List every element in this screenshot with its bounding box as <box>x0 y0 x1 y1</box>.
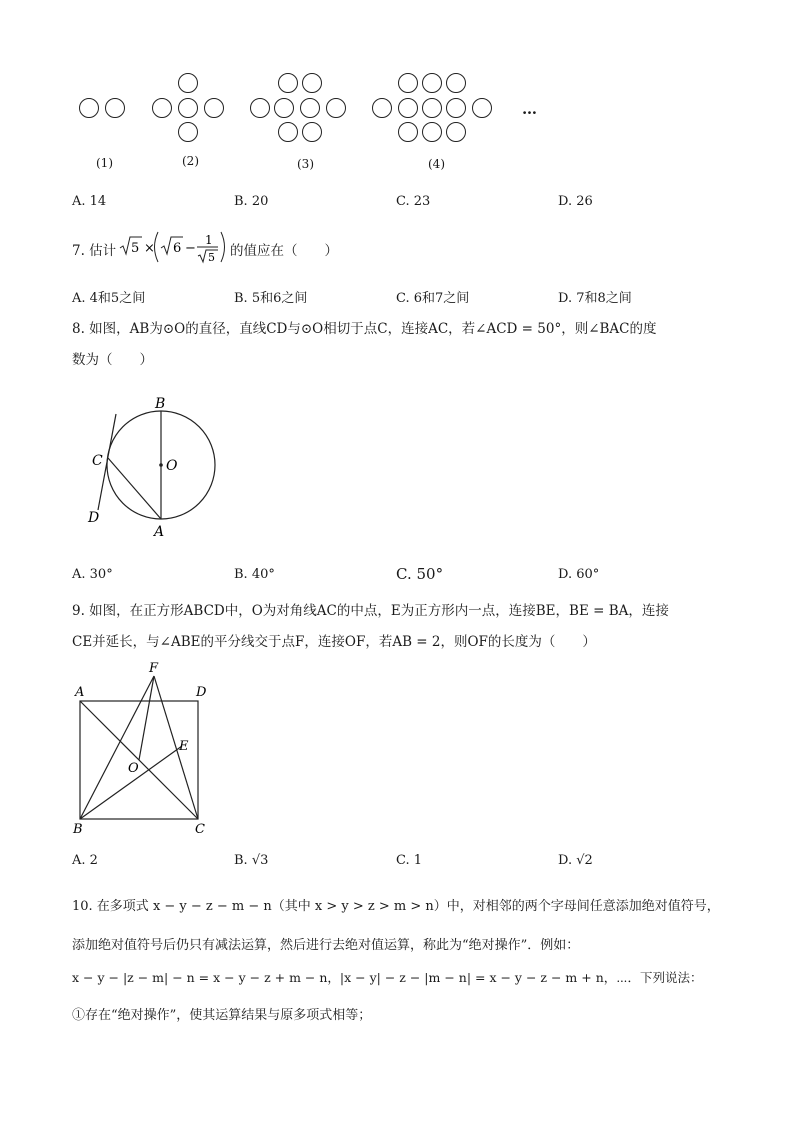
q8-label-c: C <box>92 453 103 469</box>
q7-expression <box>118 230 228 264</box>
q7-option-a: A. 4和5之间 <box>72 291 146 306</box>
circle-pattern-figure <box>70 66 570 146</box>
q9-square-figure <box>70 656 220 841</box>
q10-stem-line4: ①存在“绝对操作”，使其运算结果与原多项式相等； <box>72 1008 372 1023</box>
pattern-label-1: (1) <box>96 156 113 170</box>
pattern-label-2: (2) <box>182 154 199 168</box>
q8-label-b: B <box>155 396 166 412</box>
q10-stem-line2: 添加绝对值符号后仍只有减法运算，然后进行去绝对值运算，称此为“绝对操作”．例如： <box>72 938 580 953</box>
q7-option-b: B. 5和6之间 <box>234 291 308 306</box>
pattern-label-4: (4) <box>428 157 445 171</box>
q8-circle-figure <box>80 392 230 542</box>
q6-option-a: A. 14 <box>72 194 107 209</box>
q9-label-a: A <box>75 685 85 700</box>
q8-option-b: B. 40° <box>234 567 275 582</box>
q6-option-b: B. 20 <box>234 194 269 209</box>
q8-label-d: D <box>88 510 100 526</box>
q7-sqrt6: 6 <box>173 241 182 256</box>
q10-stem-line3: x − y − |z − m| − n = x − y − z + m − n，|x − y| − z − |m − n| = x − y − z − m + n，⋯．下列说法： <box>72 970 703 985</box>
q7-suffix: 的值应在（ ） <box>230 243 338 259</box>
q9-option-a: A. 2 <box>72 853 98 868</box>
q7-times: × <box>144 241 155 256</box>
q8-label-a: A <box>154 524 165 540</box>
q8-stem-line1: 8. 如图，AB为⊙O的直径，直线CD与⊙O相切于点C，连接AC，若∠ACD = 50°，则∠BAC的度 <box>72 321 657 337</box>
q7-option-d: D. 7和8之间 <box>558 291 632 306</box>
q8-option-c: C. 50° <box>396 565 444 583</box>
q9-label-f: F <box>149 661 159 676</box>
q9-label-e: E <box>179 739 189 754</box>
pattern-label-3: (3) <box>297 157 314 171</box>
q9-option-d: D. √2 <box>558 853 593 868</box>
q7-minus: − <box>185 241 196 256</box>
q7-option-c: C. 6和7之间 <box>396 291 470 306</box>
q6-option-c: C. 23 <box>396 194 431 209</box>
q9-stem-line2: CE并延长，与∠ABE的平分线交于点F，连接OF，若AB = 2，则OF的长度为（ ） <box>72 634 596 650</box>
q9-label-d: D <box>196 685 207 700</box>
q8-option-d: D. 60° <box>558 567 600 582</box>
q7-frac-den: 5 <box>208 251 215 264</box>
q9-stem-line1: 9. 如图，在正方形ABCD中，O为对角线AC的中点，E为正方形内一点，连接BE，BE = BA，连接 <box>72 603 669 619</box>
q7-sqrt5: 5 <box>131 241 140 256</box>
q6-option-d: D. 26 <box>558 194 593 209</box>
q9-option-c: C. 1 <box>396 853 423 868</box>
q10-stem-line1: 10. 在多项式 x − y − z − m − n（其中 x > y > z > m > n）中，对相邻的两个字母间任意添加绝对值符号， <box>72 899 720 914</box>
pattern-ellipsis: … <box>522 100 537 118</box>
q8-label-o: O <box>166 458 178 474</box>
q9-label-b: B <box>73 822 83 837</box>
q9-label-c: C <box>195 822 205 837</box>
q9-option-b: B. √3 <box>234 853 269 868</box>
q7-number: 7. 估计 <box>72 243 117 259</box>
q8-stem-line2: 数为（ ） <box>72 352 153 368</box>
q9-label-o: O <box>128 761 139 776</box>
q8-option-a: A. 30° <box>72 567 113 582</box>
q7-frac-num: 1 <box>205 233 213 247</box>
